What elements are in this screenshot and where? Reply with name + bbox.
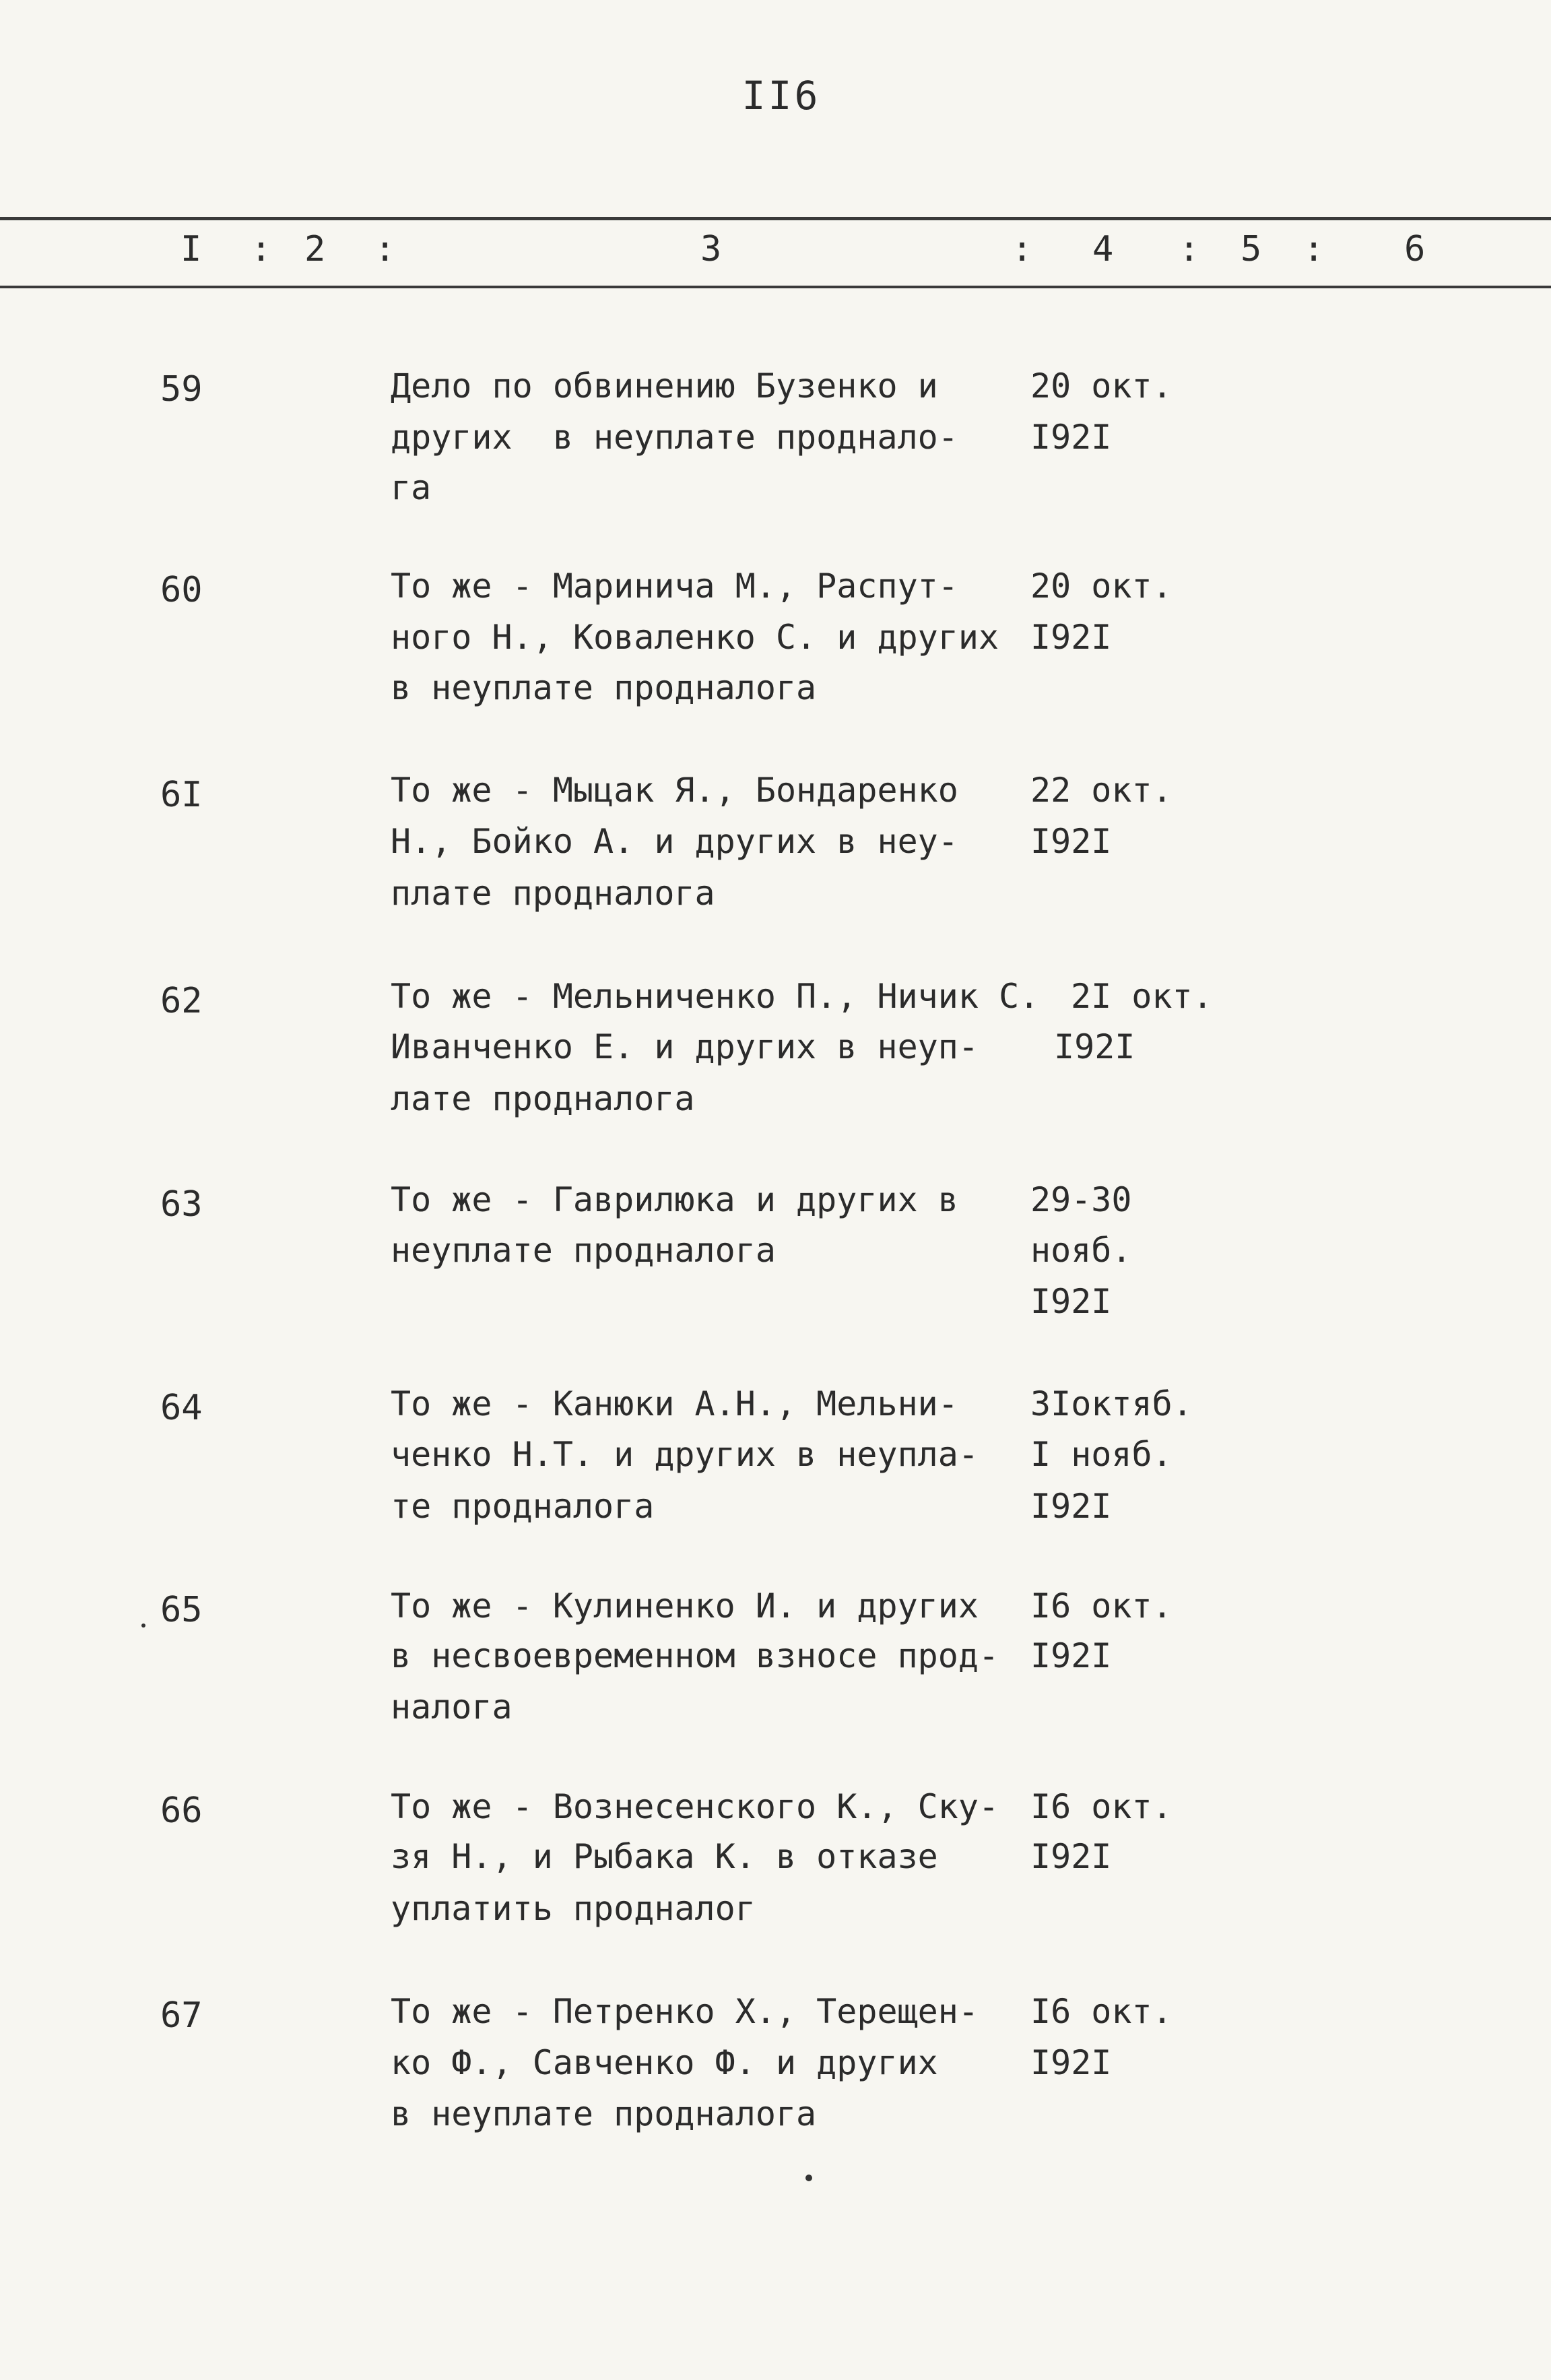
entry-number: 64: [160, 1388, 203, 1428]
header-rule-bottom: [0, 286, 1551, 288]
column-header-2: 2: [304, 229, 326, 269]
entry-description-line: Н., Бойко А. и других в неу-: [391, 822, 958, 861]
entry-date-line: I92I: [1054, 1027, 1135, 1066]
entry-description-line: неуплате продналога: [391, 1231, 776, 1270]
column-separator: :: [1303, 229, 1325, 269]
entry-date-line: I92I: [1030, 1487, 1112, 1526]
entry-description-line: То же - Петренко Х., Терещен-: [391, 1992, 979, 2031]
entry-description-line: в неуплате продналога: [391, 2094, 817, 2133]
entry-number: 63: [160, 1184, 203, 1225]
entry-date-line: 20 окт.: [1030, 567, 1173, 606]
page-number: II6: [741, 73, 821, 119]
entry-date-line: I92I: [1030, 618, 1112, 657]
entry-date-line: I нояб.: [1030, 1435, 1173, 1474]
entry-description-line: То же - Кулиненко И. и других: [391, 1586, 979, 1626]
entry-description-line: те продналога: [391, 1487, 655, 1526]
header-rule-top: [0, 217, 1551, 220]
entry-date-line: I92I: [1030, 418, 1112, 457]
entry-description-line: ного Н., Коваленко С. и других: [391, 618, 999, 657]
entry-date-line: I92I: [1030, 1837, 1112, 1876]
entry-description-line: других в неуплате проднало-: [391, 418, 958, 457]
entry-number: 65: [160, 1590, 203, 1630]
entry-date-line: нояб.: [1030, 1231, 1132, 1270]
column-header-3: 3: [700, 229, 722, 269]
entry-description-line: Дело по обвинению Бузенко и: [391, 366, 938, 406]
entry-description-line: налога: [391, 1687, 513, 1727]
column-separator: :: [1012, 229, 1033, 269]
entry-description-line: Иванченко Е. и других в неуп-: [391, 1027, 979, 1066]
entry-description-line: То же - Канюки А.Н., Мельни-: [391, 1384, 958, 1423]
entry-number: 67: [160, 1995, 203, 2036]
entry-description-line: То же - Мельниченко П., Ничик С.: [391, 977, 1040, 1016]
column-header-4: 4: [1092, 229, 1114, 269]
entry-description-line: То же - Гаврилюка и других в: [391, 1180, 958, 1219]
entry-description-line: лате продналога: [391, 1079, 695, 1118]
entry-date-line: I92I: [1030, 2043, 1112, 2082]
entry-date-line: I6 окт.: [1030, 1586, 1173, 1626]
entry-date-line: 3Iоктяб.: [1030, 1384, 1193, 1423]
column-header-5: 5: [1241, 229, 1262, 269]
entry-number: 59: [160, 369, 203, 410]
entry-number: 62: [160, 981, 203, 1021]
entry-date-line: I92I: [1030, 822, 1112, 861]
entry-description-line: То же - Маринича М., Распут-: [391, 567, 958, 606]
entry-description-line: ко Ф., Савченко Ф. и других: [391, 2043, 938, 2082]
entry-description-line: га: [391, 468, 432, 507]
entry-date-line: 29-30: [1030, 1180, 1132, 1219]
column-separator: :: [251, 229, 272, 269]
entry-number: 66: [160, 1791, 203, 1831]
entry-date-line: 20 окт.: [1030, 366, 1173, 406]
entry-date-line: I6 окт.: [1030, 1787, 1173, 1826]
entry-date-line: I92I: [1030, 1282, 1112, 1321]
entry-description-line: ченко Н.Т. и других в неупла-: [391, 1435, 979, 1474]
column-separator: :: [1179, 229, 1200, 269]
entry-description-line: уплатить продналог: [391, 1889, 756, 1928]
entry-number: 6I: [160, 775, 203, 815]
ink-speck: [805, 2175, 812, 2181]
entry-number: 60: [160, 570, 203, 610]
entry-date-line: I6 окт.: [1030, 1992, 1173, 2031]
entry-date-line: 2I окт.: [1071, 977, 1213, 1016]
entry-description-line: зя Н., и Рыбака К. в отказе: [391, 1837, 938, 1876]
entry-description-line: То же - Мыцак Я., Бондаренко: [391, 771, 958, 810]
entry-description-line: в неуплате продналога: [391, 668, 817, 707]
ink-speck: [141, 1623, 145, 1628]
entry-date-line: 22 окт.: [1030, 771, 1173, 810]
entry-description-line: плате продналога: [391, 874, 715, 913]
column-header-6: 6: [1404, 229, 1426, 269]
entry-description-line: в несвоевременном взносе прод-: [391, 1636, 999, 1675]
entry-date-line: I92I: [1030, 1636, 1112, 1675]
entry-description-line: То же - Вознесенского К., Ску-: [391, 1787, 999, 1826]
column-header-1: I: [180, 229, 202, 269]
column-separator: :: [374, 229, 396, 269]
